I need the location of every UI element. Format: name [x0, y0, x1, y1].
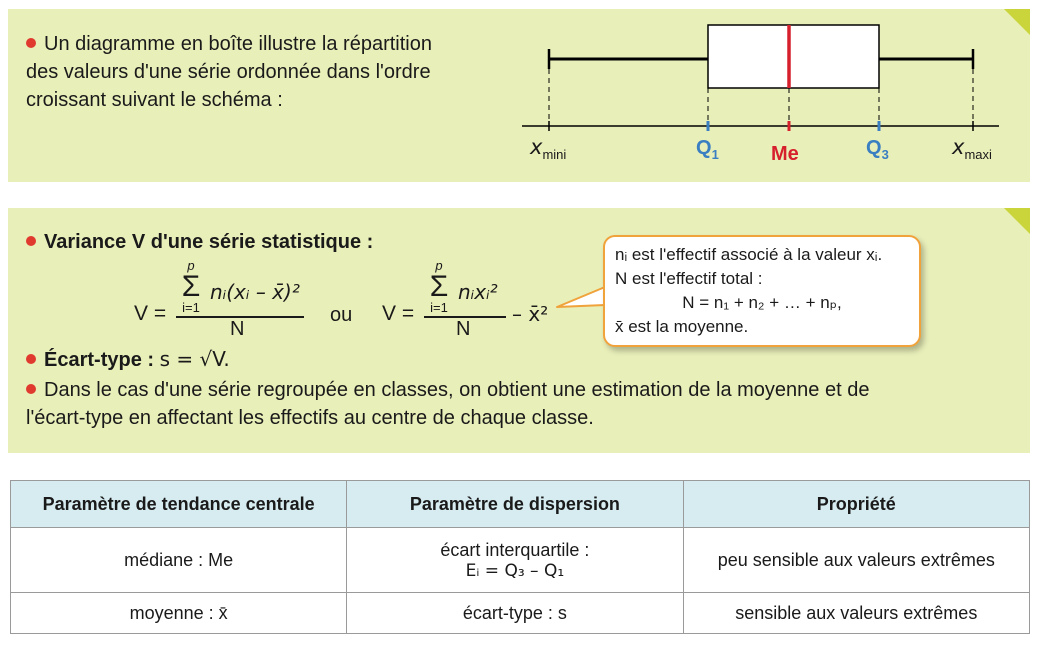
label-q3: $Q_3$	[866, 137, 889, 162]
table-row	[11, 593, 1030, 634]
table-header: Paramètre de tendance centrale	[11, 481, 347, 528]
formula1-numerator: nᵢ(xᵢ – x̄)²	[210, 280, 300, 304]
sum-symbol: p Σ i=1	[429, 258, 449, 315]
table-cell: peu sensible aux valeurs extrêmes	[683, 528, 1029, 593]
table-cell: moyenne : x̄	[11, 593, 347, 634]
parameters-table	[10, 480, 1030, 634]
table-cell: écart-type : s	[347, 593, 683, 634]
panel-corner-icon	[1004, 208, 1030, 234]
callout-pointer	[555, 285, 607, 315]
quartile-box	[708, 25, 879, 88]
boxplot-description: Un diagramme en boîte illustre la répartition des valeurs d'une série ordonnée dans l'ordre croissant suivant le schéma :	[26, 33, 432, 111]
formula2-numerator: nᵢxᵢ²	[458, 280, 498, 304]
label-q1: $Q_1$	[696, 137, 719, 162]
table-header-row	[11, 481, 1030, 528]
table-header: Paramètre de dispersion	[347, 481, 683, 528]
label-xmin: $x_{mini}$	[530, 135, 567, 163]
label-median: Me	[771, 143, 799, 165]
grouped-series-text: Dans le cas d'une série regroupée en classes, on obtient une estimation de la moyenne et de l'écart-type en affectant les effectifs au centre de chaque classe.	[26, 379, 870, 429]
formula2-tail: – x̄²	[512, 302, 549, 326]
table-row	[11, 528, 1030, 593]
ou-label: ou	[330, 304, 353, 326]
sum-symbol: p Σ i=1	[181, 258, 201, 315]
table-cell: sensible aux valeurs extrêmes	[683, 593, 1029, 634]
variance-title: Variance V d'une série statistique :	[26, 228, 373, 256]
definitions-callout: nᵢ est l'effectif associé à la valeur xᵢ. N est l'effectif total : N = n₁ + n₂ + … + nₚ, x̄ est la moyenne.	[603, 235, 921, 347]
table-cell: écart interquartile : Eᵢ = Q₃ – Q₁	[347, 528, 683, 593]
panel-corner-icon	[1004, 9, 1030, 35]
box-plot-diagram	[515, 15, 1005, 180]
formula1-lhs: V =	[134, 302, 167, 325]
bullet-icon	[26, 354, 36, 364]
bullet-icon	[26, 384, 36, 394]
bullet-icon	[26, 236, 36, 246]
label-xmax: $x_{maxi}$	[952, 135, 992, 163]
formula1-denominator: N	[230, 318, 245, 340]
bullet-icon	[26, 38, 36, 48]
formula2-denominator: N	[456, 318, 471, 340]
formula2-lhs: V =	[382, 302, 415, 325]
ecart-type-line: Écart-type : s = √V.	[26, 345, 230, 374]
table-cell: médiane : Me	[11, 528, 347, 593]
table-header: Propriété	[683, 481, 1029, 528]
